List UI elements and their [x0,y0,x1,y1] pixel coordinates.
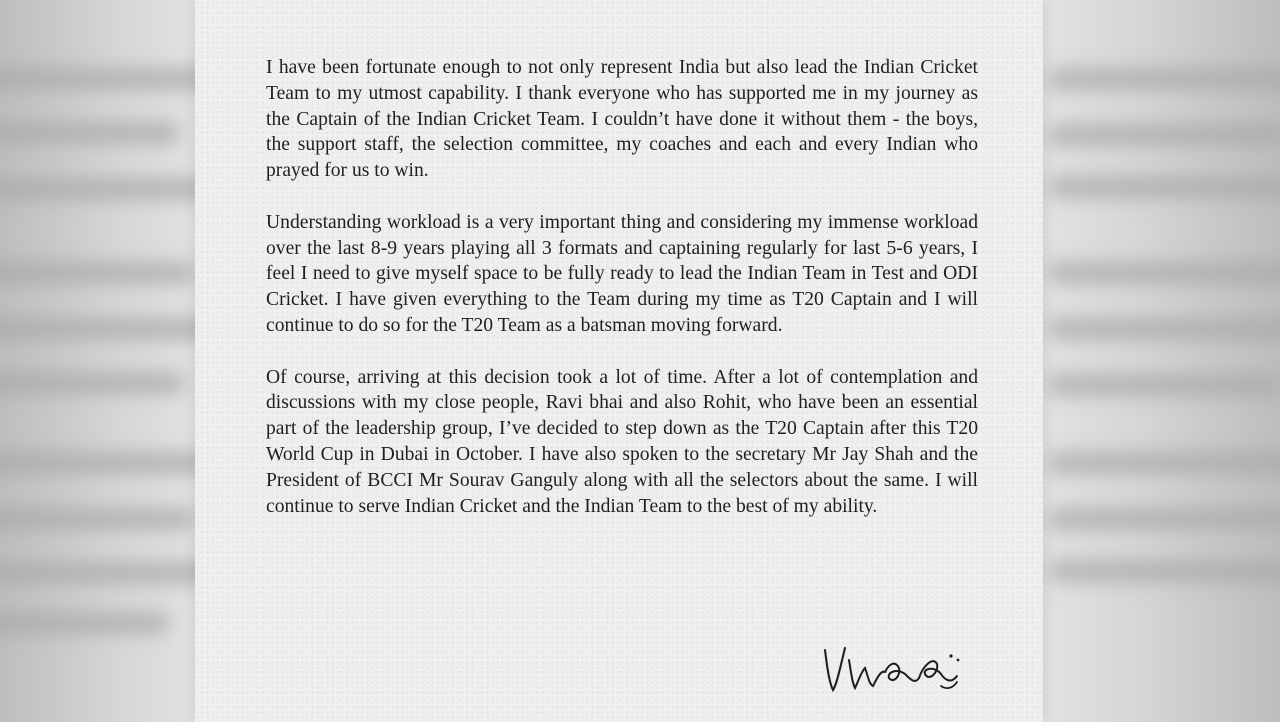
letter-paragraph-3: Of course, arriving at this decision took a lot of time. After a lot of contemplation and discussions with my close people, Ravi bhai and also Rohit, who have been an essential part of the leadership group, I’ve decided to step down as the T20 Captain after this T20 World Cup in Dubai in October. I have also spoken to the secretary Mr Jay Shah and the President of BCCI Mr Sourav Ganguly along with all the selectors about the same. I will continue to serve Indian Cricket and the Indian Team to the best of my ability. [266,366,978,517]
letter-paragraph-1: I have been fortunate enough to not only represent India but also lead the Indian Cricket Team to my utmost capability. I thank everyone who has supported me in my journey as the Captain of the Indian Cricket Team. I couldn’t have done it without them - the boys, the support staff, the selection committee, my coaches and each and every Indian who prayed for us to win. [266,57,978,182]
blurred-background-left [0,0,195,722]
letter-body [266,55,978,545]
blurred-background-right [1043,0,1280,722]
letter-page [195,0,1043,722]
letter-paragraph-2: Understanding workload is a very important thing and considering my immense workload over the last 8-9 years playing all 3 formats and captaining regularly for last 5-6 years, I feel I need to give myself space to be fully ready to lead the Indian Team in Test and ODI Cricket. I have given everything to the Team during my time as T20 Captain and I will continue to do so for the T20 Team as a batsman moving forward. [266,211,978,336]
signature-icon [815,638,975,706]
